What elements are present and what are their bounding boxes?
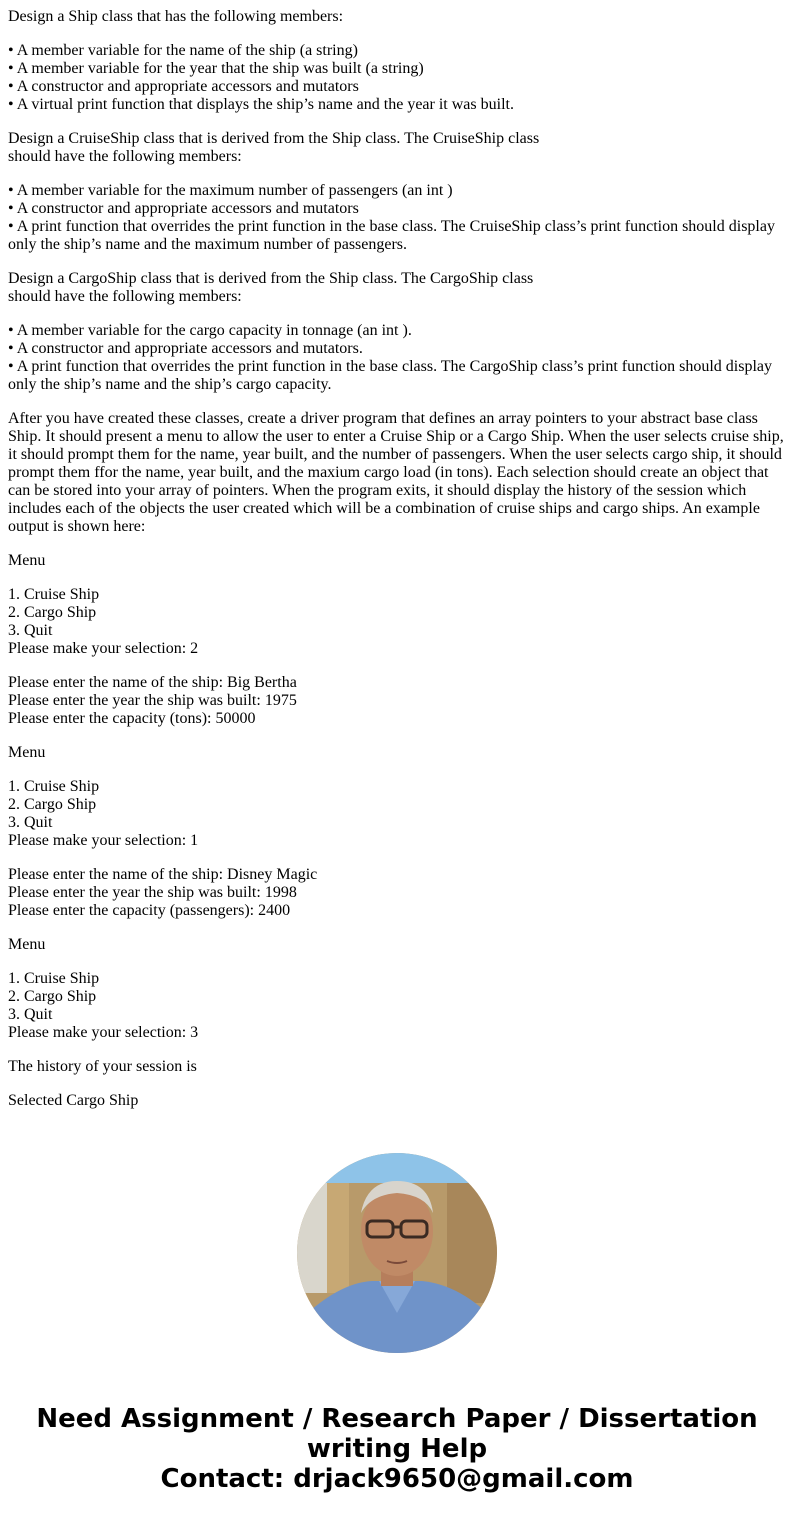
text-line: 3. Quit — [8, 622, 53, 639]
paragraph — [8, 182, 788, 254]
text-line: • A constructor and appropriate accessors and mutators. — [8, 340, 363, 357]
contact-footer — [0, 1404, 794, 1494]
text-line: 2. Cargo Ship — [8, 796, 97, 813]
text-line: Design a Ship class that has the following members: — [8, 8, 344, 25]
paragraph — [8, 744, 788, 762]
text-line: 2. Cargo Ship — [8, 604, 97, 621]
paragraph — [8, 866, 788, 920]
portrait-image — [297, 1153, 497, 1353]
footer-headline: Need Assignment / Research Paper / Dissertation — [36, 1404, 758, 1434]
paragraph — [8, 130, 788, 166]
document-body — [8, 8, 788, 1126]
text-line: Menu — [8, 744, 46, 761]
text-line: Please enter the year the ship was built: 1998 — [8, 884, 297, 901]
paragraph — [8, 270, 788, 306]
text-line: • A print function that overrides the print function in the base class. The CargoShip class’s print function should display only the ship’s name and the ship’s cargo capacity. — [8, 358, 773, 393]
paragraph — [8, 778, 788, 850]
text-line: Please make your selection: 2 — [8, 640, 199, 657]
text-line: 1. Cruise Ship — [8, 778, 100, 795]
paragraph — [8, 674, 788, 728]
text-line: • A virtual print function that displays the ship’s name and the year it was built. — [8, 96, 514, 113]
paragraph — [8, 586, 788, 658]
paragraph — [8, 552, 788, 570]
text-line: Design a CruiseShip class that is derived from the Ship class. The CruiseShip class — [8, 130, 540, 147]
text-line: Please enter the year the ship was built: 1975 — [8, 692, 297, 709]
text-line: • A member variable for the maximum number of passengers (an int ) — [8, 182, 453, 199]
paragraph — [8, 1058, 788, 1076]
paragraph — [8, 410, 788, 536]
text-line: 1. Cruise Ship — [8, 586, 100, 603]
footer-subline: writing Help — [306, 1434, 488, 1464]
text-line: Please make your selection: 1 — [8, 832, 199, 849]
text-line: Menu — [8, 936, 46, 953]
text-line: should have the following members: — [8, 288, 242, 305]
paragraph — [8, 936, 788, 954]
text-line: should have the following members: — [8, 148, 242, 165]
paragraph — [8, 8, 788, 26]
paragraph — [8, 42, 788, 114]
text-line: • A member variable for the year that the ship was built (a string) — [8, 60, 424, 77]
text-line: Please enter the name of the ship: Big Bertha — [8, 674, 297, 691]
text-line: • A member variable for the cargo capacity in tonnage (an int ). — [8, 322, 412, 339]
text-line: 2. Cargo Ship — [8, 988, 97, 1005]
text-line: Please make your selection: 3 — [8, 1024, 199, 1041]
paragraph — [8, 322, 788, 394]
text-line: 1. Cruise Ship — [8, 970, 100, 987]
text-line: The history of your session is — [8, 1058, 197, 1075]
paragraph — [8, 1092, 788, 1110]
text-line: Selected Cargo Ship — [8, 1092, 139, 1109]
text-line: 3. Quit — [8, 814, 53, 831]
text-line: Please enter the name of the ship: Disney Magic — [8, 866, 318, 883]
text-line: 3. Quit — [8, 1006, 53, 1023]
text-line: Design a CargoShip class that is derived from the Ship class. The CargoShip class — [8, 270, 534, 287]
text-line: Please enter the capacity (passengers): 2400 — [8, 902, 291, 919]
author-photo — [297, 1153, 497, 1353]
text-line: • A constructor and appropriate accessors and mutators — [8, 200, 359, 217]
text-line: • A member variable for the name of the ship (a string) — [8, 42, 358, 59]
text-line: After you have created these classes, create a driver program that defines an array pointers to your abstract base class Ship. It should present a menu to allow the user to enter a Cruise Ship or a Cargo Ship. When the user selects cruise ship, it should prompt them for the name, year built, and the number of passengers. When the user selects cargo ship, it should prompt them ffor the name, year built, and the maxium cargo load (in tons). Each selection should create an object that can be stored into your array of pointers. When the program exits, it should display the history of the session which includes each of the objects the user created which will be a combination of cruise ships and cargo ships. An example output is shown here: — [8, 410, 784, 535]
text-line: Menu — [8, 552, 46, 569]
footer-contact-email: Contact: drjack9650@gmail.com — [160, 1464, 634, 1494]
paragraph — [8, 970, 788, 1042]
text-line: Please enter the capacity (tons): 50000 — [8, 710, 256, 727]
text-line: • A print function that overrides the print function in the base class. The CruiseShip class’s print function should display only the ship’s name and the maximum number of passengers. — [8, 218, 775, 253]
text-line: • A constructor and appropriate accessors and mutators — [8, 78, 359, 95]
